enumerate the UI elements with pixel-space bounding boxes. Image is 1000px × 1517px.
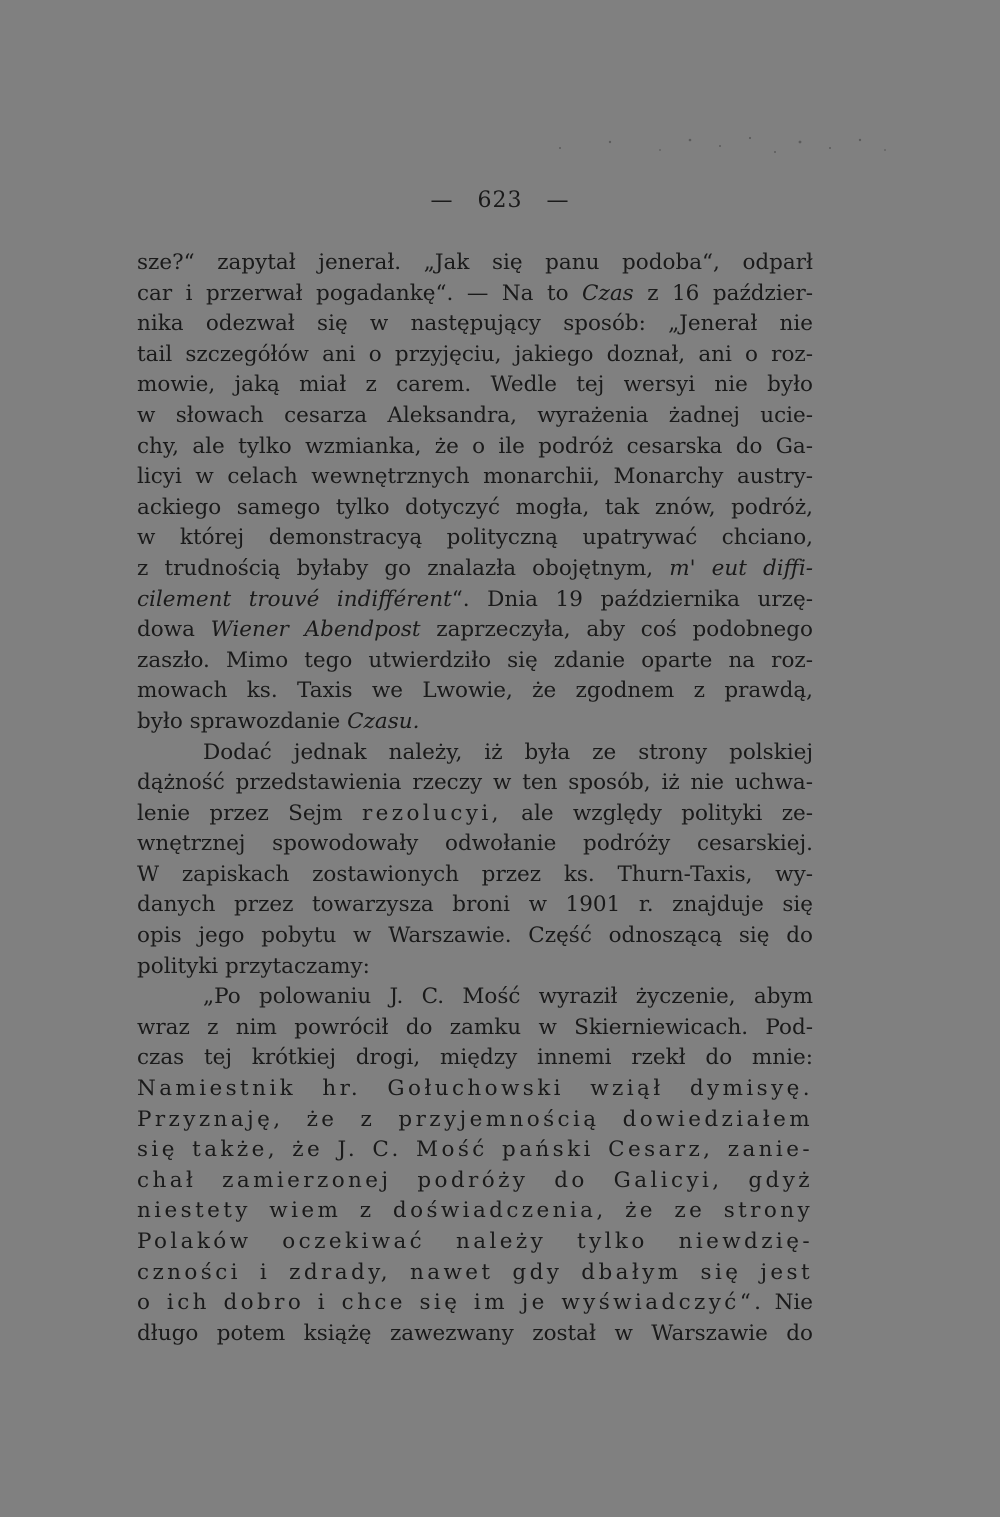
text-fragment: z 16 paździer- bbox=[647, 280, 813, 306]
text-line bbox=[137, 279, 813, 310]
spaced-emphasis: rezolucyi, bbox=[361, 800, 502, 826]
spaced-quote-line: Namiestnik hr. Gołuchowski wziął dymisyę. bbox=[137, 1076, 813, 1102]
italic-phrase: cilement trouvé indifférent bbox=[137, 586, 452, 612]
italic-title: Czas bbox=[582, 280, 634, 306]
text-line: mowach ks. Taxis we Lwowie, że zgodnem z prawdą, bbox=[137, 678, 813, 704]
spaced-quote-line: Przyznaję, że z przyjemnością dowiedziałem bbox=[137, 1106, 813, 1132]
italic-phrase: m' eut diffi- bbox=[669, 555, 813, 581]
text-fragment: lenie przez Sejm bbox=[137, 800, 343, 826]
text-fragment: ale względy polityki ze- bbox=[521, 800, 813, 826]
header-dash-left: — bbox=[430, 188, 454, 213]
text-line bbox=[137, 1288, 813, 1319]
main-text bbox=[137, 248, 813, 1349]
text-fragment: dowa bbox=[137, 617, 195, 643]
text-line: nika odezwał się w następujący sposób: „Jenerał nie bbox=[137, 311, 813, 337]
spaced-quote-line: chał zamierzonej podróży do Galicyi, gdyż bbox=[137, 1167, 813, 1193]
text-fragment: “. Dnia 19 października urzę- bbox=[451, 586, 813, 612]
spaced-quote-fragment: o ich dobro i chce się im je wyświadczyć“. bbox=[137, 1290, 765, 1316]
print-speckle-decoration bbox=[520, 130, 900, 170]
text-line: dążność przedstawienia rzeczy w ten sposób, iż nie uchwa- bbox=[137, 770, 813, 796]
text-line bbox=[137, 707, 813, 738]
paragraph-start: „Po polowaniu J. C. Mość wyraził życzenie, abym bbox=[203, 984, 813, 1010]
text-line: W zapiskach zostawionych przez ks. Thurn-Taxis, wy- bbox=[137, 861, 813, 887]
text-line: czas tej krótkiej drogi, między innemi rzekł do mnie: bbox=[137, 1045, 813, 1071]
text-line: mowie, jaką miał z carem. Wedle tej wersyi nie było bbox=[137, 372, 813, 398]
text-fragment: zaprzeczyła, aby coś podobnego bbox=[436, 617, 813, 643]
text-fragment: car i przerwał pogadankę“. — Na to bbox=[137, 280, 569, 306]
text-line: w której demonstracyą polityczną upatrywać chciano, bbox=[137, 525, 813, 551]
text-line: danych przez towarzysza broni w 1901 r. znajduje się bbox=[137, 892, 813, 918]
header-dash-right: — bbox=[546, 188, 570, 213]
text-line: długo potem książę zawezwany został w Warszawie do bbox=[137, 1320, 813, 1346]
text-line: opis jego pobytu w Warszawie. Część odnoszącą się do bbox=[137, 923, 813, 949]
page-number: 623 bbox=[477, 188, 523, 213]
text-line: wraz z nim powrócił do zamku w Skierniewicach. Pod- bbox=[137, 1014, 813, 1040]
text-line: sze?“ zapytał jenerał. „Jak się panu podoba“, odparł bbox=[137, 250, 813, 275]
text-line: licyi w celach wewnętrznych monarchii, Monarchy austry- bbox=[137, 464, 813, 490]
text-line: tail szczegółów ani o przyjęciu, jakiego doznał, ani o roz- bbox=[137, 341, 813, 367]
text-fragment: Nie bbox=[774, 1290, 813, 1316]
text-line: w słowach cesarza Aleksandra, wyrażenia żadnej ucie- bbox=[137, 402, 813, 428]
text-line bbox=[137, 585, 813, 616]
text-line: ackiego samego tylko dotyczyć mogła, tak znów, podróż, bbox=[137, 494, 813, 520]
paragraph-start: Dodać jednak należy, iż była ze strony polskiej bbox=[203, 739, 813, 765]
text-line: wnętrznej spowodowały odwołanie podróży cesarskiej. bbox=[137, 831, 813, 857]
text-line: zaszło. Mimo tego utwierdziło się zdanie oparte na roz- bbox=[137, 647, 813, 673]
text-line bbox=[137, 615, 813, 646]
text-line: chy, ale tylko wzmianka, że o ile podróż cesarska do Ga- bbox=[137, 433, 813, 459]
italic-title: Czasu. bbox=[347, 708, 420, 734]
text-fragment: z trudnością byłaby go znalazła obojętnym, bbox=[137, 555, 654, 581]
text-line: polityki przytaczamy: bbox=[137, 953, 370, 979]
spaced-quote-line: czności i zdrady, nawet gdy dbałym się jest bbox=[137, 1259, 813, 1285]
text-line bbox=[137, 554, 813, 585]
spaced-quote-line: Polaków oczekiwać należy tylko niewdzię- bbox=[137, 1229, 813, 1254]
text-fragment: było sprawozdanie bbox=[137, 708, 341, 734]
spaced-quote-line: niestety wiem z doświadczenia, że ze strony bbox=[137, 1198, 813, 1224]
italic-title: Wiener Abendpost bbox=[210, 617, 421, 643]
spaced-quote-line: się także, że J. C. Mość pański Cesarz, zanie- bbox=[137, 1137, 813, 1163]
text-line bbox=[137, 799, 813, 830]
page-header bbox=[0, 188, 1000, 213]
